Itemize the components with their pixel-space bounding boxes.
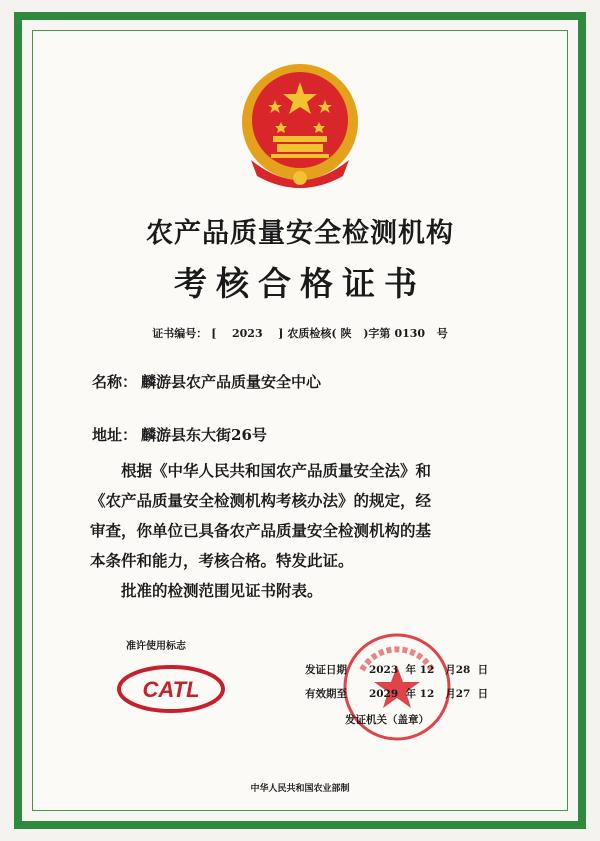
certificate-title-main: 农产品质量安全检测机构 [146,218,454,249]
body-line-4: 本条件和能力，考核合格。特发此证。 [90,551,354,570]
certificate-body [90,456,514,606]
body-line-3: 审查，你单位已具备农产品质量安全检测机构的基 [90,521,432,540]
body-scope-line: 批准的检测范围见证书附表。 [121,581,323,600]
valid-month: 12 [419,688,435,700]
issue-day-unit: 日 [477,664,489,676]
certificate-number [0,325,600,341]
issue-year-unit: 年 [405,664,416,676]
valid-until-date [305,686,488,701]
mark-label: 准许使用标志 [126,641,186,652]
valid-day: 27 [455,688,471,700]
national-emblem-icon [237,60,363,192]
issue-date [305,662,488,677]
catl-logo-icon [116,664,226,714]
body-line-1: 根据《中华人民共和国农产品质量安全法》和 [121,461,432,480]
body-line-2: 《农产品质量安全检测机构考核办法》的规定，经 [90,491,432,510]
issuer-footer: 中华人民共和国农业部制 [250,784,350,794]
name-label: 名称： [92,373,138,391]
certificate-title-sub: 考核合格证书 [174,264,426,303]
cert-number-year: 2023 [231,327,263,340]
issue-date-label: 发证日期 [305,664,347,676]
issue-month-unit: 月 [445,664,456,676]
cert-number-suffix: )字第 [363,327,391,340]
catl-logo-text: CATL [142,677,200,702]
name-value: 麟游县农产品质量安全中心 [141,373,322,391]
address-value: 麟游县东大街26号 [141,426,267,444]
valid-year-unit: 年 [405,688,416,700]
valid-month-unit: 月 [445,688,456,700]
valid-date-label: 有效期至 [305,688,347,700]
issuing-authority: 发证机关（盖章） [345,714,429,726]
cert-number-province: 陕 [340,327,352,340]
issue-day: 28 [455,664,471,676]
address-label: 地址： [92,426,138,444]
cert-number-prefix: 农质检核( [287,327,337,340]
cert-number-value: 0130 [394,327,426,340]
cert-number-bracket-open: [ [211,327,217,340]
cert-number-label: 证书编号： [152,327,208,340]
cert-number-unit: 号 [436,327,448,340]
cert-number-bracket-close: ] [278,327,284,340]
issue-year: 2023 [368,664,399,676]
name-field [92,371,321,392]
issue-month: 12 [419,664,435,676]
address-field [92,424,267,445]
valid-year: 2029 [368,688,399,700]
valid-day-unit: 日 [477,688,489,700]
